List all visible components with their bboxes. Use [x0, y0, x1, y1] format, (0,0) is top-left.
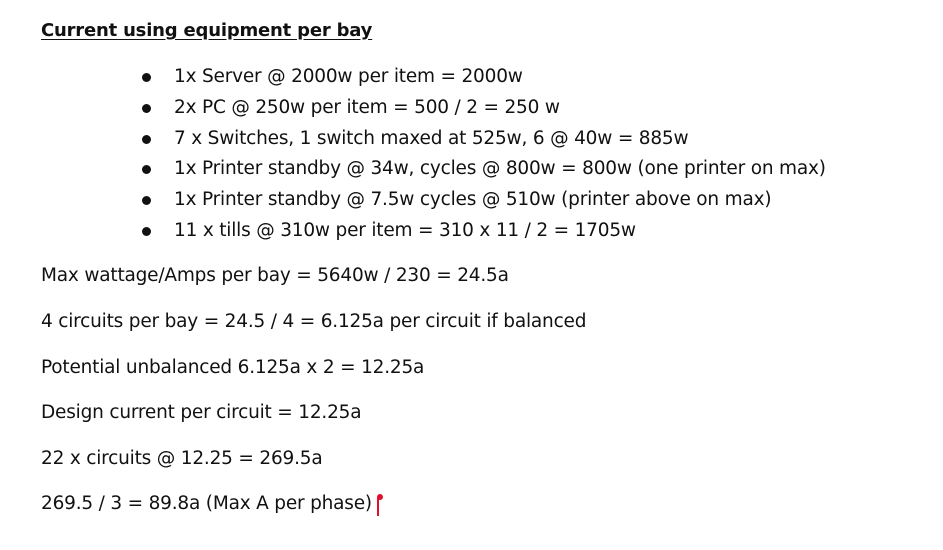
bullet-item-server: [0, 62, 826, 93]
equipment-bullet-list: [0, 62, 826, 247]
bullet-dot-icon: [142, 227, 151, 236]
bullet-dot-icon: [142, 73, 151, 82]
bullet-item-tills: [0, 216, 826, 247]
potential-unbalanced-line: Potential unbalanced 6.125a x 2 = 12.25a: [41, 357, 425, 378]
bullet-dot-icon: [142, 135, 151, 144]
text-cursor-marker-icon[interactable]: [374, 492, 384, 516]
bullet-dot-icon: [142, 165, 151, 174]
cursor-stem: [377, 498, 380, 516]
bullet-item-pc: [0, 93, 826, 124]
bullet-text: 7 x Switches, 1 switch maxed at 525w, 6 @ 40w = 885w: [174, 127, 689, 149]
total-circuits-line: 22 x circuits @ 12.25 = 269.5a: [41, 448, 323, 469]
max-per-phase-text: 269.5 / 3 = 89.8a (Max A per phase): [41, 493, 372, 514]
max-per-phase-line: [41, 492, 384, 516]
circuits-per-bay-line: 4 circuits per bay = 24.5 / 4 = 6.125a per circuit if balanced: [41, 311, 587, 332]
bullet-dot-icon: [142, 196, 151, 205]
max-wattage-line: Max wattage/Amps per bay = 5640w / 230 = 24.5a: [41, 265, 509, 286]
cursor-head: [377, 494, 383, 500]
design-current-line: Design current per circuit = 12.25a: [41, 402, 362, 423]
section-heading: Current using equipment per bay: [41, 20, 373, 41]
bullet-item-switches: [0, 124, 826, 155]
bullet-text: 1x Printer standby @ 34w, cycles @ 800w = 800w (one printer on max): [174, 158, 826, 180]
bullet-item-printer-2: [0, 185, 826, 216]
bullet-text: 2x PC @ 250w per item = 500 / 2 = 250 w: [174, 96, 560, 118]
bullet-dot-icon: [142, 104, 151, 113]
bullet-item-printer-1: [0, 154, 826, 185]
bullet-text: 11 x tills @ 310w per item = 310 x 11 / 2 = 1705w: [174, 219, 636, 241]
bullet-text: 1x Server @ 2000w per item = 2000w: [174, 66, 523, 87]
bullet-text: 1x Printer standby @ 7.5w cycles @ 510w (printer above on max): [174, 189, 772, 211]
